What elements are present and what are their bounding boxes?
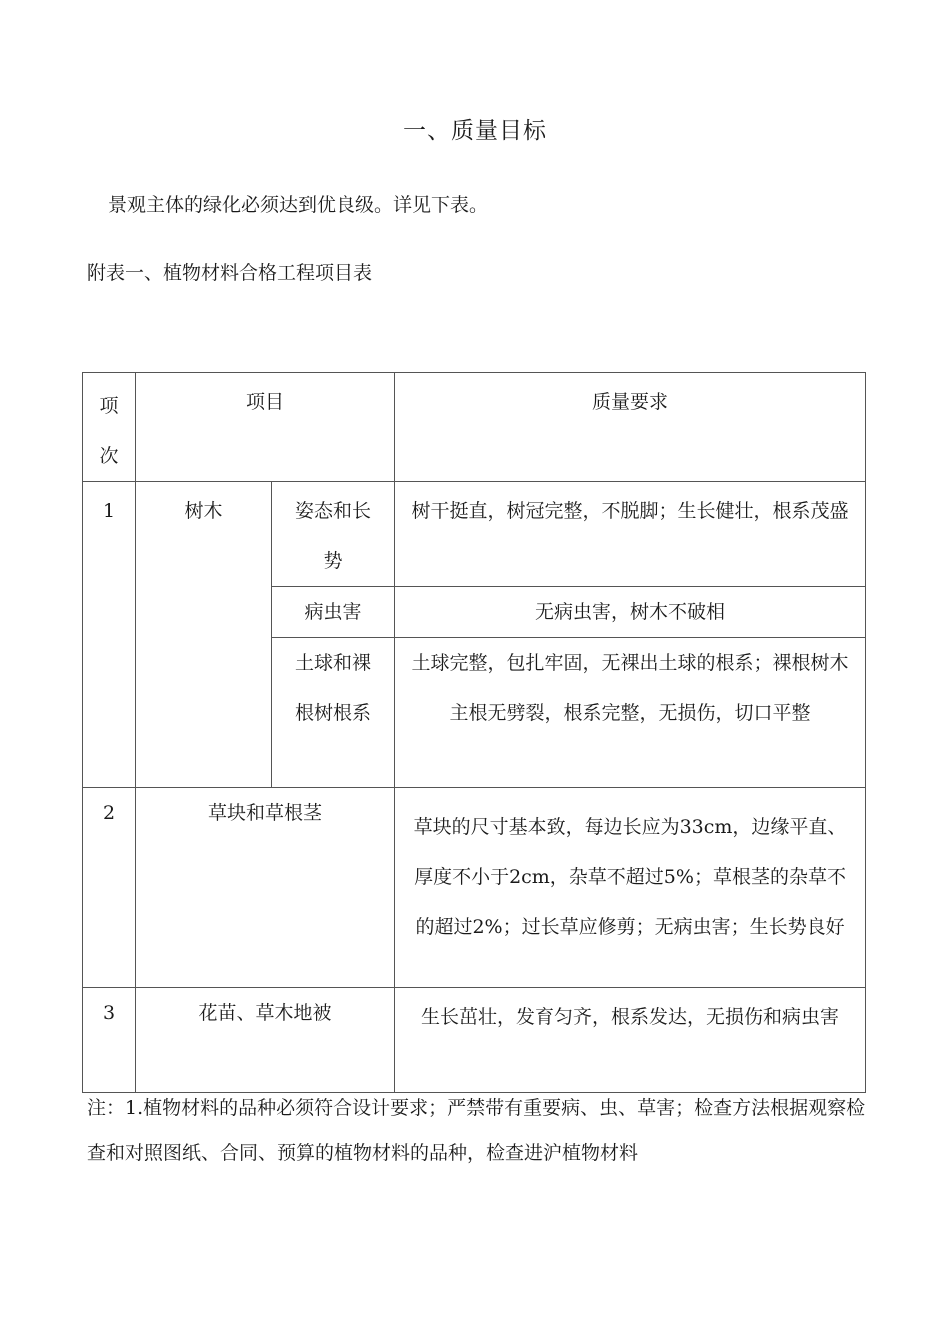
table-row [83, 988, 866, 1093]
page-title: 一、质量目标 [403, 118, 547, 144]
row-1-no: 1 [83, 482, 136, 788]
footnote: 注：1.植物材料的品种必须符合设计要求；严禁带有重要病、虫、草害；检查方法根据观察检查和对照图纸、合同、预算的植物材料的品种，检查进沪植物材料 [87, 1097, 866, 1164]
row-2-item: 草块和草根茎 [136, 788, 395, 988]
header-no-text: 项次 [99, 395, 119, 467]
row-1-sub-3: 土球和裸根树根系 [272, 638, 395, 788]
row-1-req-2: 无病虫害，树木不破相 [395, 587, 866, 638]
header-requirement: 质量要求 [395, 373, 866, 482]
row-1-req-1: 树干挺直，树冠完整，不脱脚；生长健壮，根系茂盛 [395, 482, 866, 587]
row-1-item: 树木 [136, 482, 272, 788]
quality-table [82, 372, 866, 1093]
row-1-sub-1: 姿态和长势 [272, 482, 395, 587]
row-3-no: 3 [83, 988, 136, 1093]
row-1-sub-2: 病虫害 [272, 587, 395, 638]
row-2-req: 草块的尺寸基本致，每边长应为33cm，边缘平直、厚度不小于2cm，杂草不超过5%；草根茎的杂草不的超过2%；过长草应修剪；无病虫害；生长势良好 [395, 788, 866, 988]
header-no [83, 373, 136, 482]
table-caption: 附表一、植物材料合格工程项目表 [87, 262, 373, 284]
table-header-row [83, 373, 866, 482]
table-row [83, 482, 866, 587]
row-2-no: 2 [83, 788, 136, 988]
row-3-req: 生长茁壮，发育匀齐，根系发达，无损伤和病虫害 [395, 988, 866, 1093]
intro-paragraph: 景观主体的绿化必须达到优良级。详见下表。 [108, 194, 489, 216]
header-item: 项目 [136, 373, 395, 482]
row-1-req-3: 土球完整，包扎牢固，无裸出土球的根系；裸根树木主根无劈裂，根系完整，无损伤，切口平整 [395, 638, 866, 788]
row-3-item: 花苗、草木地被 [136, 988, 395, 1093]
table-row [83, 788, 866, 988]
